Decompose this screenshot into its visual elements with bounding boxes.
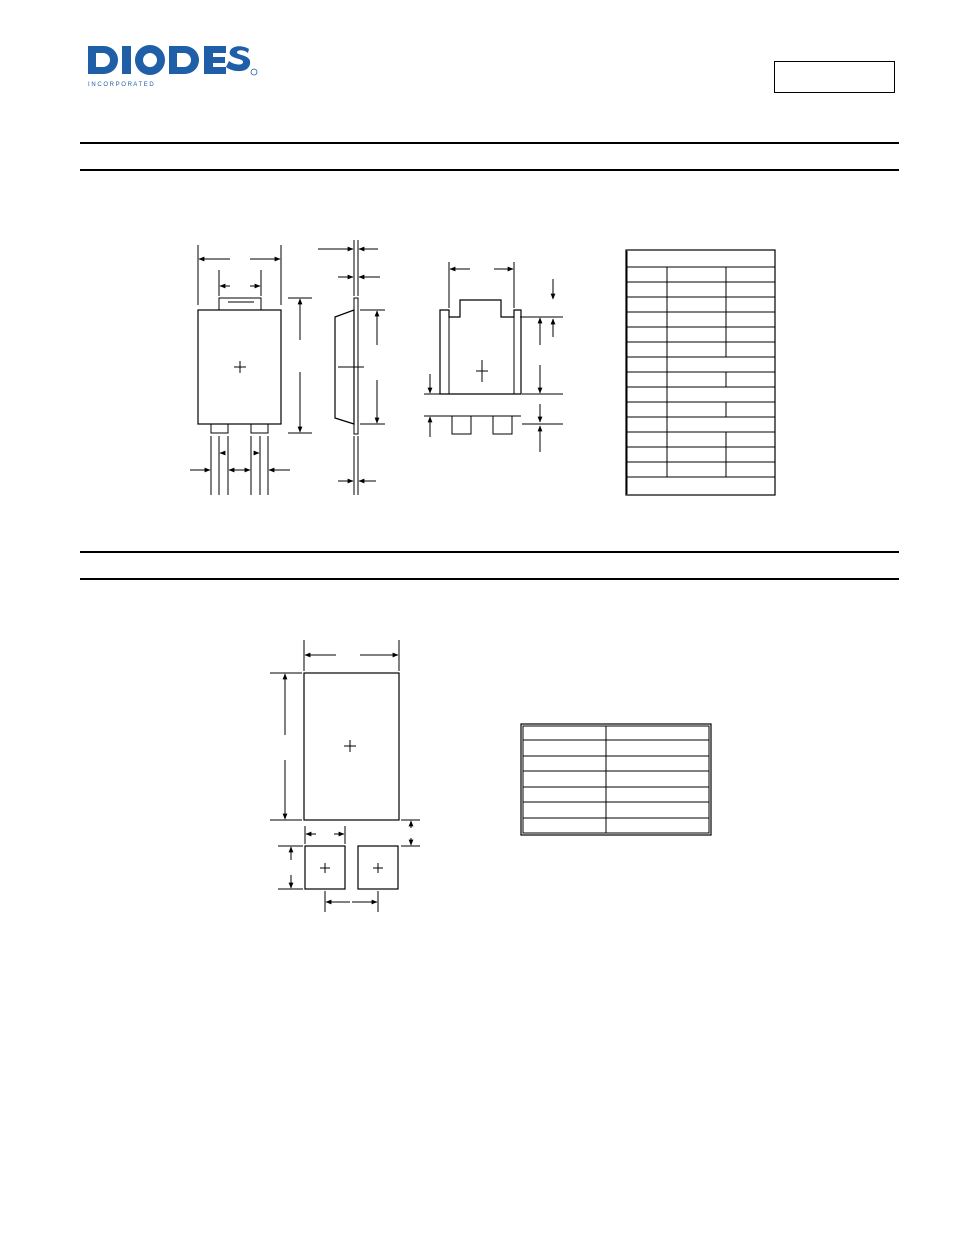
pad-table — [521, 724, 711, 835]
dimension-table — [626, 250, 775, 495]
bottom-view-outline — [424, 262, 563, 452]
logo-subtext: I N C O R P O R A T E D — [88, 82, 154, 88]
side-view-outline — [318, 240, 385, 495]
pad-layout-drawing — [270, 640, 420, 912]
top-view-outline — [190, 245, 312, 495]
